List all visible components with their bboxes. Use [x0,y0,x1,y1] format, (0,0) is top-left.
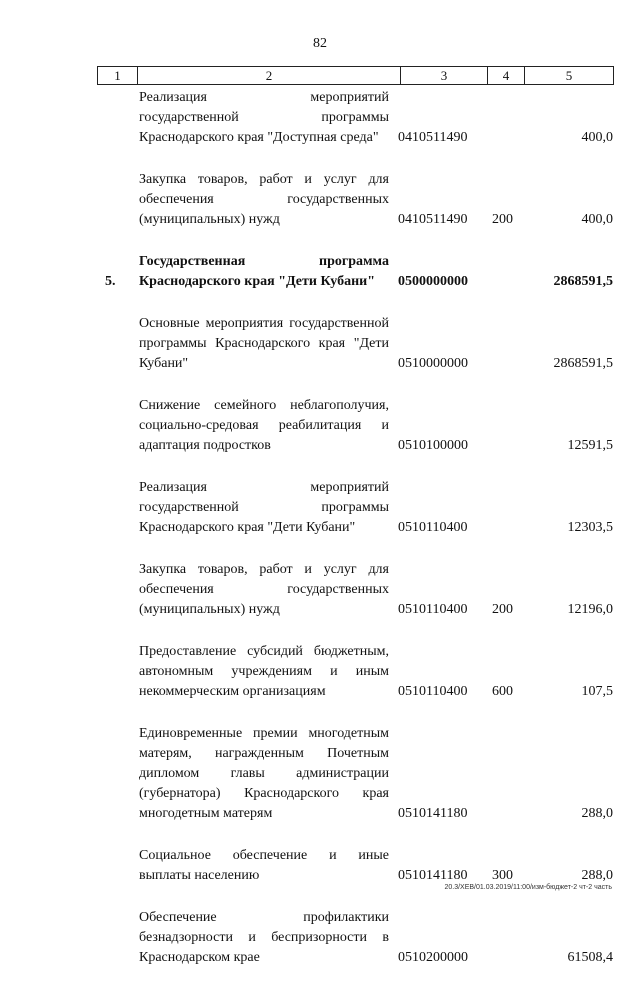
row-amount: 288,0 [581,868,613,883]
row-expense-type: 200 [492,212,513,227]
table-row [0,314,640,374]
row-description: Обеспечение профилактики безнадзорности и беспризорности в Краснодарском крае [139,910,389,965]
row-amount: 12591,5 [567,438,613,453]
header-col-3: 3 [401,67,488,84]
header-col-5: 5 [565,67,573,83]
table-row [0,170,640,230]
table-row [0,252,640,292]
table-body [0,88,640,990]
row-code: 0500000000 [398,274,468,289]
row-amount: 400,0 [581,130,613,145]
row-description: Социальное обеспечение и иные выплаты населению [139,848,389,883]
row-code: 0510141180 [398,806,468,821]
table-row [0,908,640,968]
row-amount: 2868591,5 [553,274,613,289]
row-amount: 288,0 [581,806,613,821]
row-number: 5. [105,274,116,289]
row-code: 0410511490 [398,212,468,227]
row-amount: 400,0 [581,212,613,227]
row-code: 0510141180 [398,868,468,883]
row-code: 0510110400 [398,602,468,617]
table-row [0,88,640,148]
row-amount: 12196,0 [567,602,613,617]
header-col-4: 4 [488,67,525,84]
row-description: Предоставление субсидий бюджетным, автономным учреждениям и иным некоммерческим организациям [139,644,389,699]
table-row [0,724,640,824]
row-code: 0410511490 [398,130,468,145]
row-description: Закупка товаров, работ и услуг для обеспечения государственных (муниципальных) нужд [139,562,389,617]
row-expense-type: 200 [492,602,513,617]
page-number: 82 [313,36,327,51]
row-amount: 2868591,5 [553,356,613,371]
table-row [0,642,640,702]
row-code: 0510000000 [398,356,468,371]
row-description: Снижение семейного неблагополучия, социально-средовая реабилитация и адаптация подростков [139,398,389,453]
row-code: 0510110400 [398,520,468,535]
header-col-1: 1 [98,67,138,84]
row-amount: 61508,4 [567,950,613,965]
table-row [0,846,640,886]
row-code: 0510110400 [398,684,468,699]
table-row [0,560,640,620]
row-description: Реализация мероприятий государственной программы Краснодарского края "Дети Кубани" [139,480,389,535]
row-amount: 107,5 [581,684,613,699]
row-description: Закупка товаров, работ и услуг для обеспечения государственных (муниципальных) нужд [139,172,389,227]
table-row [0,396,640,456]
document-footer: 20.3/ХЕВ/01.03.2019/11:00/изм-бюджет-2 чт-2 часть [444,884,612,891]
row-description: Единовременные премии многодетным матерям, награжденным Почетным дипломом главы администрации (губернатора) Краснодарского края многодетным матерям [139,726,389,821]
row-code: 0510100000 [398,438,468,453]
row-expense-type: 300 [492,868,513,883]
table-row [0,478,640,538]
table-header [97,66,614,85]
row-amount: 12303,5 [567,520,613,535]
row-description: Реализация мероприятий государственной программы Краснодарского края "Доступная среда" [139,90,389,145]
row-expense-type: 600 [492,684,513,699]
header-col-2: 2 [138,67,401,84]
row-description: Государственная программа Краснодарского края "Дети Кубани" [139,254,389,289]
row-description: Основные мероприятия государственной программы Краснодарского края "Дети Кубани" [139,316,389,371]
row-code: 0510200000 [398,950,468,965]
